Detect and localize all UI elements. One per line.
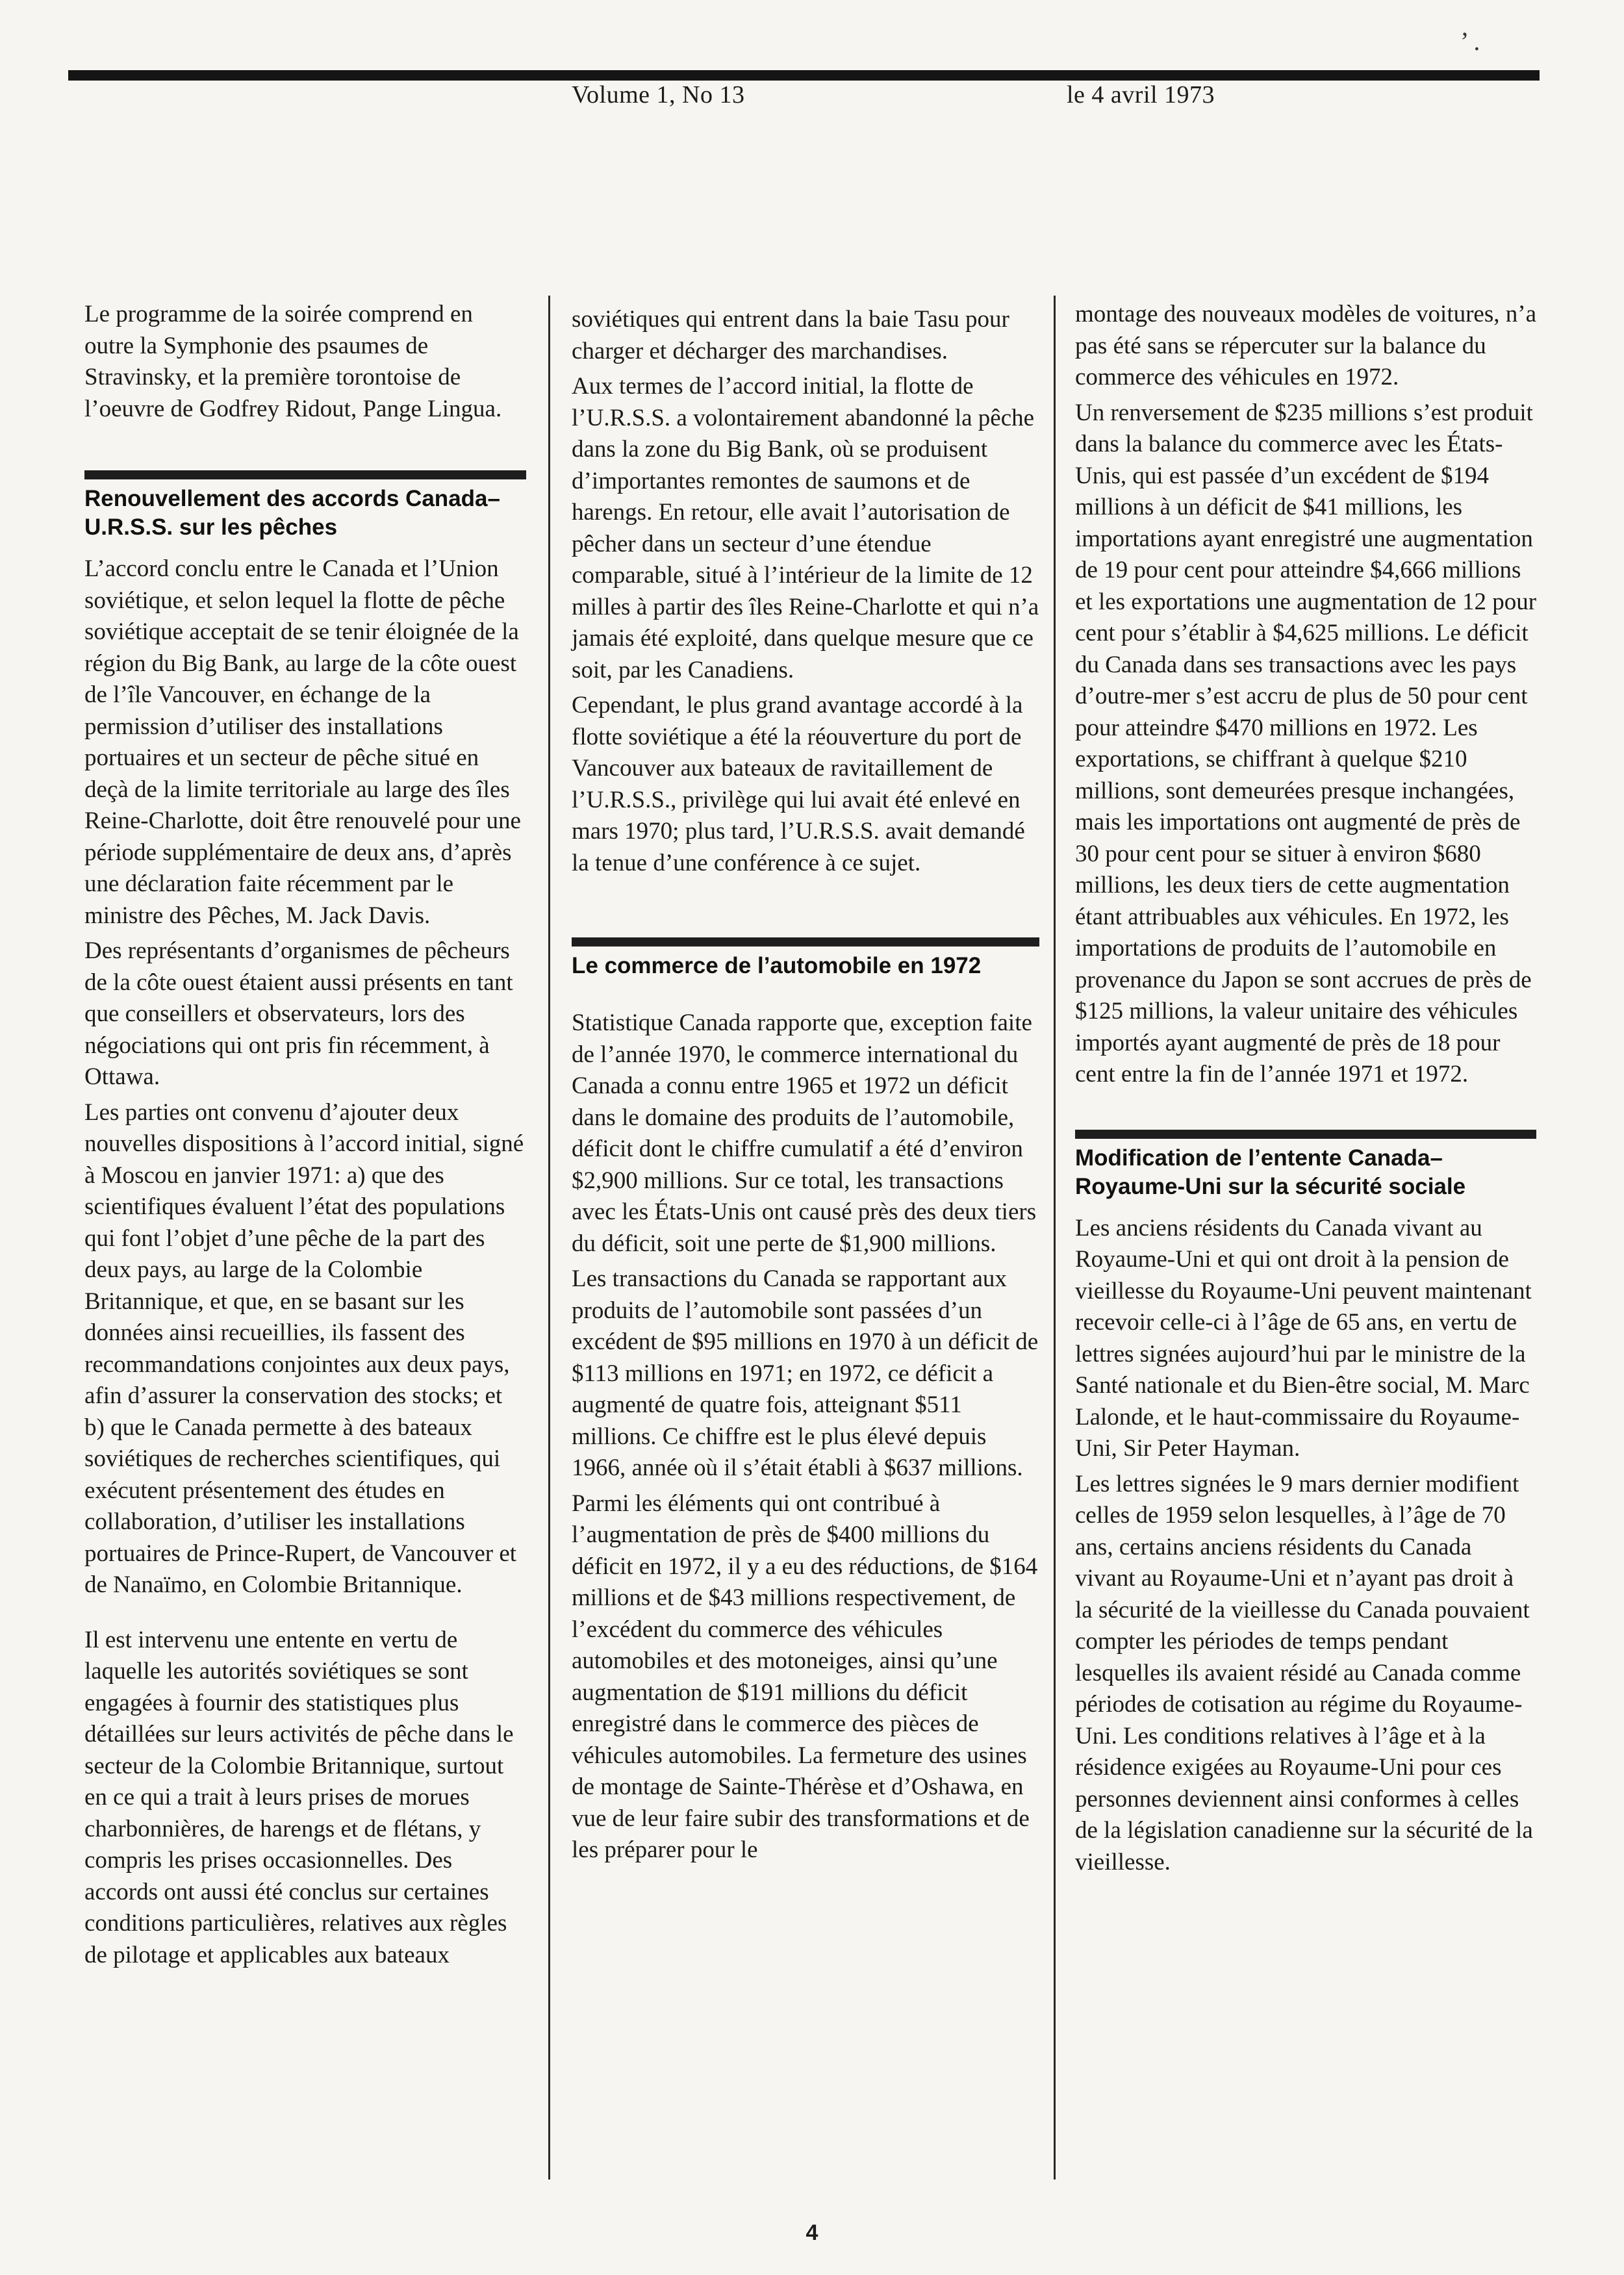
article-paragraph: Les lettres signées le 9 mars dernier modifient celles de 1959 selon lesquelles, à l’âge de 70 ans, certains anciens résidents du Canada vivant au Royaume-Uni et n’ayant pas droit à la sécurité de la vieillesse du Canada pouvaient compter les périodes de temps pendant lesquelles ils avaient résidé au Canada comme périodes de cotisation au régime du Royaume-Uni. Les conditions relatives à l’âge et à la résidence exigées au Royaume-Uni pour ces personnes deviennent ainsi conformes à celles de la législation canadienne sur la sécurité de la vieillesse. [1075,1470,1533,1875]
article-paragraph: soviétiques qui entrent dans la baie Tasu pour charger et décharger des marchandises. [572,306,1009,364]
section-rule [1075,1130,1536,1139]
section-title: Le commerce de l’automobile en 1972 [572,953,982,978]
issue-volume: Volume 1, No 13 [572,81,745,108]
article-paragraph: Cependant, le plus grand avantage accordé à la flotte soviétique a été la réouverture du port de Vancouver aux bateaux de ravitaillement de l’U.R.S.S., privilège qui lui avait été enlevé en mars 1970; plus tard, l’U.R.S.S. avait demandé la tenue d’une conférence à ce sujet. [572,692,1025,876]
article-paragraph: Un renversement de $235 millions s’est produit dans la balance du commerce avec les États-Unis, qui est passée d’un excédent de $194 millions à un déficit de $41 millions, les importations ayant enregistré une augmentation de 19 pour cent pour atteindre $4,666 millions et les exportations une augmentation de 12 pour cent pour s’établir à $4,625 millions. Le déficit du Canada dans ses transactions avec les pays d’outre-mer s’est accru de plus de 50 pour cent pour atteindre $470 millions en 1972. Les exportations, se chiffrant à quelque $210 millions, sont demeurées presque inchangées, mais les importations ont augmenté de près de 30 pour cent pour se situer à environ $680 millions, les deux tiers de cette augmentation étant attribuables aux véhicules. En 1972, les importations de produits de l’automobile en provenance du Japon se sont accrues de près de $125 millions, la valeur unitaire des véhicules importés ayant augmenté de près de 18 pour cent entre la fin de l’année 1971 et 1972. [1075,399,1537,1087]
section-rule [84,470,526,479]
section-title: Modification de l’entente Canada– Royaume-Uni sur la sécurité sociale [1075,1145,1466,1199]
article-paragraph: Des représentants d’organismes de pêcheurs de la côte ouest étaient aussi présents en tant que conseillers et observateurs, lors des négociations qui ont pris fin récemment, à Ottawa. [84,937,513,1090]
section-title: Renouvellement des accords Canada– U.R.S.S. sur les pêches [84,486,500,540]
column-divider-2 [1054,296,1056,2180]
article-paragraph: Les anciens résidents du Canada vivant au Royaume-Uni et qui ont droit à la pension de vieillesse du Royaume-Uni peuvent maintenant recevoir celle-ci à l’âge de 65 ans, en vertu de lettres signées aujourd’hui par le ministre de la Santé nationale et du Bien-être social, M. Marc Lalonde, et le haut-commissaire du Royaume-Uni, Sir Peter Hayman. [1075,1214,1532,1462]
section-heading-fisheries [84,470,526,542]
article-paragraph: Statistique Canada rapporte que, exception faite de l’année 1970, le commerce international du Canada a connu entre 1965 et 1972 un déficit dans le domaine des produits de l’automobile, déficit dont le chiffre cumulatif a été d’environ $2,900 millions. Sur ce total, les transactions avec les États-Unis ont causé près des deux tiers du déficit, soit une perte de $1,900 millions. [572,1010,1037,1257]
section-heading-social-security [1075,1130,1536,1201]
article-paragraph: montage des nouveaux modèles de voitures, n’a pas été sans se répercuter sur la balance du commerce des véhicules en 1972. [1075,301,1536,390]
section-rule [572,937,1039,947]
article-paragraph: Il est intervenu une entente en vertu de laquelle les autorités soviétiques se sont engagées à fournir des statistiques plus détaillées sur leurs activités de pêche dans le secteur de la Colombie Britannique, surtout en ce qui a trait à leurs prises de morues charbonnières, de harengs et de flétans, y compris les prises occasionnelles. Des accords ont aussi été conclus sur certaines conditions particulières, relatives aux règles de pilotage et applicables aux bateaux [84,1626,514,1968]
issue-date: le 4 avril 1973 [1067,81,1215,108]
corner-mark: ’ . [1460,27,1480,56]
page-number: 4 [806,2220,818,2245]
article-paragraph: Les parties ont convenu d’ajouter deux nouvelles dispositions à l’accord initial, signé à Moscou en janvier 1971: a) que des scientifiques évaluent l’état des populations qui font l’objet d’une pêche de la part des deux pays, au large de la Colombie Britannique, et que, en se basant sur les données ainsi recueillies, ils fassent des recommandations conjointes aux deux pays, afin d’assurer la conservation des stocks; et b) que le Canada permette à des bateaux soviétiques de recherches scientifiques, qui exécutent présentement des études en collaboration, d’utiliser les installations portuaires de Prince-Rupert, de Vancouver et de Nanaïmo, en Colombie Britannique. [84,1099,524,1598]
article-paragraph: Les transactions du Canada se rapportant aux produits de l’automobile sont passées d’un excédent de $95 millions en 1970 à un déficit de $113 millions en 1971; en 1972, ce déficit a augmenté de quatre fois, atteignant $511 millions. Ce chiffre est le plus élevé depuis 1966, année où il s’était établi à $637 millions. [572,1265,1039,1481]
article-paragraph: L’accord conclu entre le Canada et l’Union soviétique, et selon lequel la flotte de pêche soviétique acceptait de se tenir éloignée de la région du Big Bank, au large de la côte ouest de l’île Vancouver, en échange de la permission d’utiliser des installations portuaires et un secteur de pêche situé en deçà de la limite territoriale au large des îles Reine-Charlotte, doit être renouvelé pour une période supplémentaire de deux ans, d’après une déclaration faite récemment par le ministre des Pêches, M. Jack Davis. [84,555,521,929]
column-divider-1 [548,296,550,2180]
column-2 [572,304,1039,1870]
article-paragraph: Aux termes de l’accord initial, la flotte de l’U.R.S.S. a volontairement abandonné la pêche dans la zone du Big Bank, où se produisent d’importantes remontes de saumons et de harengs. En retour, elle avait l’autorisation de pêcher dans un secteur d’une étendue comparable, situé à l’intérieur de la limite de 12 milles à partir des îles Reine-Charlotte et qui n’a jamais été exploité, dans quelque mesure que ce soit, par les Canadiens. [572,373,1039,683]
column-3 [1075,299,1536,1882]
section-heading-automobile [572,937,1039,980]
intro-paragraph: Le programme de la soirée comprend en outre la Symphonie des psaumes de Stravinsky, et la première torontoise de l’oeuvre de Godfrey Ridout, Pange Lingua. [84,301,502,422]
article-paragraph: Parmi les éléments qui ont contribué à l’augmentation de près de $400 millions du déficit en 1972, il y a eu des réductions, de $164 millions et de $43 millions respectivement, de l’excédent du commerce des véhicules automobiles et des motoneiges, ainsi qu’une augmentation de $191 millions du déficit enregistré dans le commerce des pièces de véhicules automobiles. La fermeture des usines de montage de Sainte-Thérèse et d’Oshawa, en vue de leur faire subir des transformations et de les préparer pour le [572,1490,1038,1863]
top-rule [68,70,1540,81]
column-1 [84,299,526,1975]
